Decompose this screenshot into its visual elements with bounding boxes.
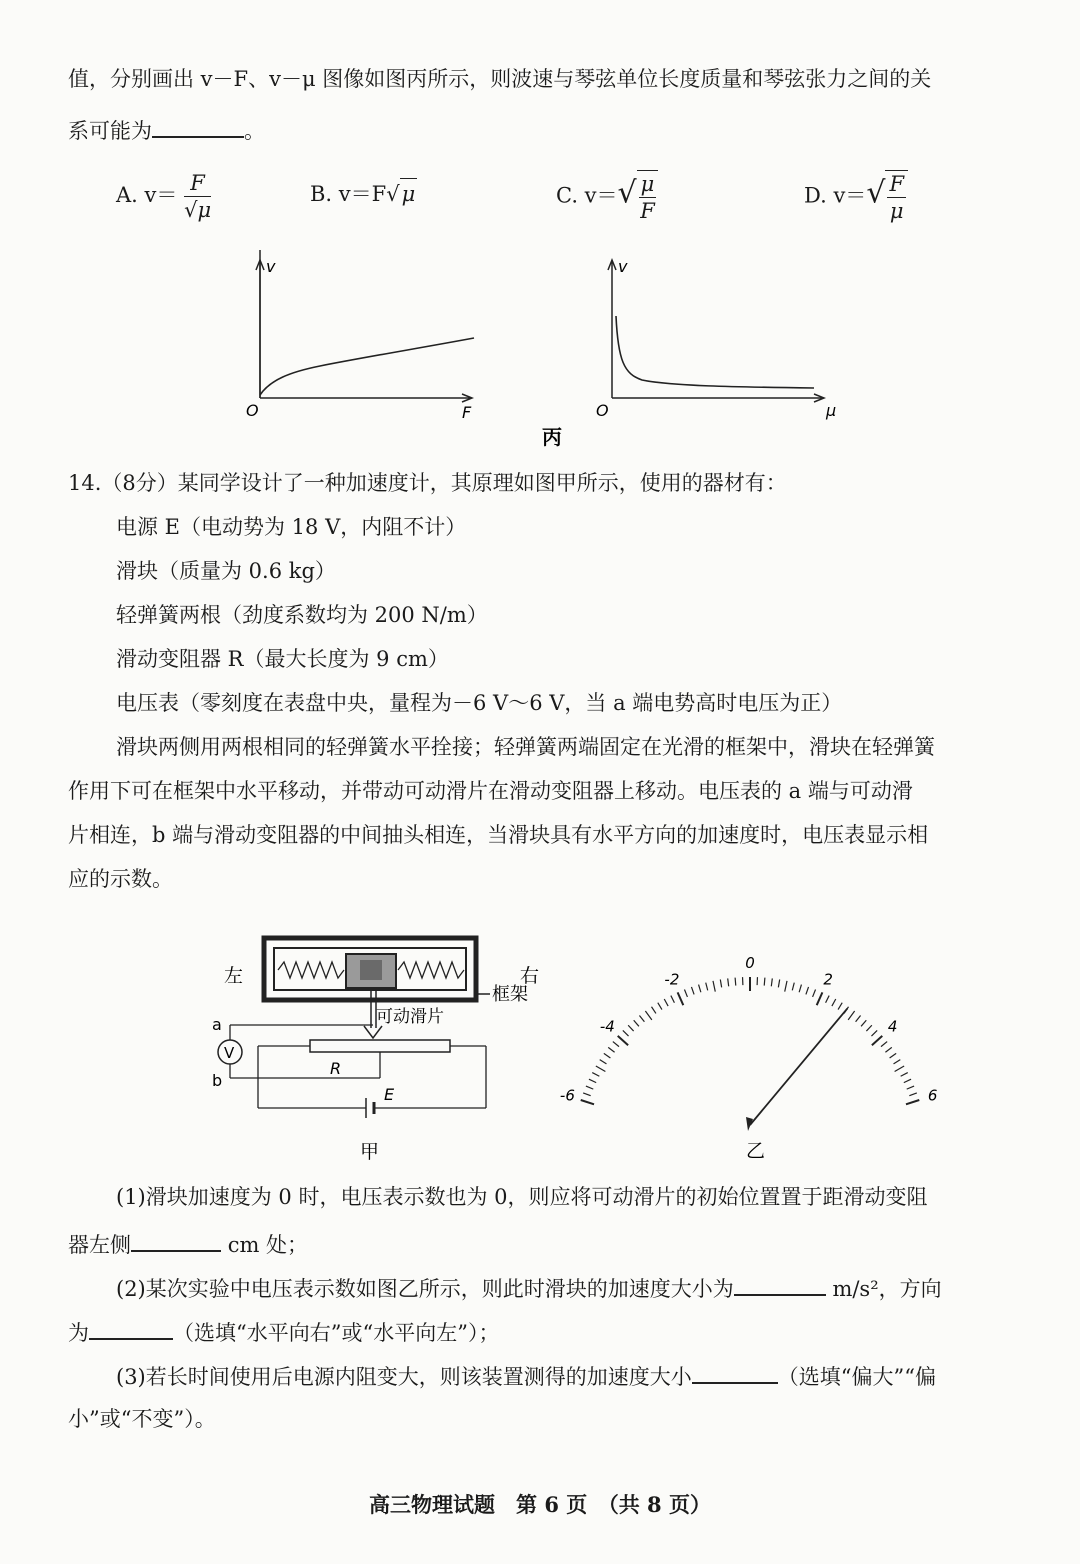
slider-core: [360, 960, 382, 980]
dial-tick: [713, 981, 715, 992]
option-b[interactable]: [310, 178, 417, 209]
option-c-num: μ: [640, 172, 655, 196]
dial-tick: [813, 989, 816, 996]
intro-line-2-prefix: 系可能为: [68, 119, 152, 143]
dial-tick: [907, 1086, 914, 1089]
dial-tick: [671, 996, 675, 1003]
dial-tick: [832, 999, 836, 1006]
e-label: E: [384, 1085, 395, 1104]
slider-label: 可动滑片: [376, 1007, 444, 1027]
dial-tick: [906, 1100, 919, 1104]
dial-tick: [613, 1042, 619, 1047]
dial-tick: [684, 989, 687, 996]
graph-caption: 丙: [542, 425, 562, 449]
q14-item-2: 滑块（质量为 0.6 kg）: [116, 559, 336, 583]
dial-tick: [618, 1036, 628, 1045]
answer-blank-13[interactable]: [152, 114, 244, 138]
figure-yi-caption: 乙: [746, 1140, 766, 1162]
dial-tick: [785, 981, 787, 992]
dial-tick: [871, 1030, 877, 1036]
dial-tick: [651, 1007, 655, 1014]
spring-left: [278, 962, 344, 978]
option-d-den: μ: [889, 199, 904, 223]
dial-tick: [735, 978, 736, 986]
resistor-r: [310, 1040, 450, 1052]
sub2-line-1: [116, 1272, 942, 1304]
dial-tick-label: -2: [664, 970, 680, 989]
dial-tick: [806, 987, 809, 995]
option-c[interactable]: [556, 170, 658, 224]
dial-tick: [861, 1020, 866, 1026]
sub3-suffix: （选填“偏大”“偏: [777, 1365, 936, 1389]
left-y-label: v: [266, 257, 276, 276]
left-x-label: F: [462, 403, 472, 422]
curve-inverse: [616, 316, 814, 388]
sub3-line-1: [116, 1360, 936, 1392]
dial-tick: [904, 1079, 911, 1082]
dial-tick: [799, 985, 801, 993]
dial-tick: [764, 978, 765, 986]
dial-tick: [664, 999, 668, 1006]
option-a-num: F: [184, 170, 211, 197]
dial-tick: [600, 1060, 607, 1064]
q14-item-4: 滑动变阻器 R（最大长度为 9 cm）: [116, 647, 449, 671]
dial-tick: [639, 1016, 644, 1022]
sub2-suffix: m/s²，方向: [832, 1277, 942, 1301]
option-c-den: F: [640, 199, 655, 223]
dial-tick: [678, 992, 684, 1005]
option-c-label: C. v＝: [556, 183, 618, 208]
sqrt-symbol: √: [617, 175, 637, 211]
option-d-fraction: [885, 170, 908, 224]
dial-tick: [592, 1073, 599, 1077]
dial-tick-label: -6: [559, 1086, 575, 1105]
dial-tick: [778, 979, 779, 987]
sub1-suffix: cm 处；: [227, 1233, 309, 1257]
answer-blank-2b[interactable]: [89, 1316, 173, 1340]
dial-tick: [792, 983, 794, 991]
dial-tick: [885, 1047, 891, 1052]
dial-tick: [848, 1011, 854, 1020]
sub2-prefix: (2)某次实验中电压表示数如图乙所示，则此时滑块的加速度大小为: [116, 1277, 734, 1301]
dial-tick: [771, 978, 772, 986]
dial-tick: [826, 996, 830, 1003]
dial-needle: [750, 1008, 847, 1125]
q14-para-2: 作用下可在框架中水平移动，并带动可动滑片在滑动变阻器上移动。电压表的 a 端与可动滑: [68, 779, 913, 803]
dial-tick: [596, 1066, 606, 1072]
option-a-fraction: [184, 170, 211, 223]
terminal-a: a: [212, 1015, 222, 1034]
sub1-line-1: (1)滑块加速度为 0 时，电压表示数也为 0，则应将可动滑片的初始位置置于距滑动变阻: [116, 1185, 928, 1209]
dial-tick-label: 2: [823, 970, 833, 989]
figure-yi: [559, 905, 938, 1165]
left-label: 左: [224, 965, 244, 987]
dial-labels: [560, 954, 937, 1105]
option-a[interactable]: [116, 170, 211, 223]
q14-item-5: 电压表（零刻度在表盘中央，量程为－6 V～6 V，当 a 端电势高时电压为正）: [116, 691, 843, 715]
right-origin: O: [596, 401, 609, 420]
q14-para-3: 片相连，b 端与滑动变阻器的中间抽头相连，当滑块具有水平方向的加速度时，电压表显示相: [68, 823, 929, 847]
dial-tick: [583, 1093, 590, 1096]
sub2-line2-suffix: （选填“水平向右”或“水平向左”）；: [173, 1321, 500, 1345]
dial-tick: [881, 1042, 887, 1047]
dial-tick: [623, 1030, 629, 1036]
figure-jia-caption: 甲: [360, 1141, 380, 1163]
option-b-label: B. v＝F: [310, 182, 387, 206]
page-footer: 高三物理试题 第 6 页 （共 8 页）: [369, 1492, 711, 1517]
dial-tick: [628, 1025, 633, 1031]
terminal-b: b: [212, 1071, 223, 1090]
q14-item-1: 电源 E（电动势为 18 V，内阻不计）: [116, 515, 467, 539]
answer-blank-1[interactable]: [131, 1228, 221, 1252]
dial-tick: [699, 985, 701, 993]
frame-label: 框架: [492, 984, 528, 1005]
sub2-line-2: [68, 1316, 499, 1348]
dial-tick: [728, 978, 729, 986]
dial-tick: [645, 1011, 651, 1020]
option-a-label: A. v＝: [116, 183, 178, 207]
dial-tick: [895, 1066, 905, 1072]
right-label: 右: [520, 965, 540, 987]
option-c-fraction: [637, 170, 659, 224]
sub1-prefix: 器左侧: [68, 1233, 131, 1257]
curve-sqrt: [260, 338, 474, 395]
dial-tick: [838, 1003, 842, 1010]
sub3-prefix: (3)若长时间使用后电源内阻变大，则该装置测得的加速度大小: [116, 1365, 692, 1389]
intro-line-2-suffix: 。: [244, 119, 265, 143]
left-origin: O: [246, 401, 259, 420]
q14-item-3: 轻弹簧两根（劲度系数均为 200 N/m）: [116, 603, 488, 627]
spring-right: [398, 962, 464, 978]
dial-tick: [817, 992, 823, 1005]
graph-bing: [230, 250, 870, 450]
answer-blank-2a[interactable]: [734, 1272, 826, 1296]
option-b-radicand: μ: [400, 178, 418, 209]
option-d-num: F: [889, 172, 905, 196]
right-x-label: μ: [826, 401, 837, 420]
q14-para-1: 滑块两侧用两根相同的轻弹簧水平拴接；轻弹簧两端固定在光滑的框架中，滑块在轻弹簧: [116, 735, 935, 759]
dial-tick: [901, 1073, 908, 1077]
q14-para-4: 应的示数。: [68, 867, 173, 891]
dial-tick: [658, 1003, 662, 1010]
option-a-den: √μ: [184, 198, 212, 222]
dial-tick-label: 0: [745, 954, 755, 972]
dial-tick: [581, 1100, 594, 1104]
sub2-line2-prefix: 为: [68, 1321, 89, 1345]
r-label: R: [330, 1059, 342, 1078]
sqrt-symbol: √: [386, 182, 400, 206]
option-d[interactable]: [804, 170, 908, 224]
dial-tick: [866, 1025, 871, 1031]
sqrt-symbol: √: [866, 175, 886, 211]
dial-tick: [691, 987, 694, 995]
dial-tick: [706, 983, 708, 991]
dial-tick: [634, 1020, 639, 1026]
figure-jia: [200, 930, 560, 1165]
sub1-line-2: [68, 1228, 308, 1260]
sub3-line-2: 小”或“不变”）。: [68, 1407, 216, 1431]
dial-tick-label: 6: [927, 1086, 938, 1105]
dial-tick: [909, 1093, 916, 1096]
intro-line-2: [68, 114, 265, 146]
right-y-label: v: [618, 257, 628, 276]
dial-ticks: [581, 977, 920, 1104]
dial-tick: [894, 1060, 901, 1064]
answer-blank-3[interactable]: [692, 1360, 778, 1384]
slider-tip: [364, 1026, 382, 1038]
voltmeter-label: V: [224, 1044, 235, 1062]
dial-tick: [890, 1053, 897, 1058]
graph-v-mu: [596, 257, 836, 420]
dial-tick: [720, 979, 721, 987]
graph-v-F: [246, 250, 474, 422]
dial-tick: [586, 1086, 593, 1089]
dial-tick: [856, 1016, 861, 1022]
dial-tick: [608, 1047, 614, 1052]
dial-tick: [604, 1053, 611, 1058]
q14-header: 14.（8分）某同学设计了一种加速度计，其原理如图甲所示，使用的器材有：: [68, 471, 787, 495]
dial-tick-label: -4: [599, 1017, 615, 1036]
option-d-label: D. v＝: [804, 183, 867, 208]
dial-tick-label: 4: [887, 1017, 898, 1036]
intro-line-1: 值，分别画出 v－F、v－μ 图像如图丙所示，则波速与琴弦单位长度质量和琴弦张力之间的关: [68, 67, 932, 91]
dial-tick: [872, 1036, 882, 1045]
dial-tick: [589, 1079, 596, 1082]
